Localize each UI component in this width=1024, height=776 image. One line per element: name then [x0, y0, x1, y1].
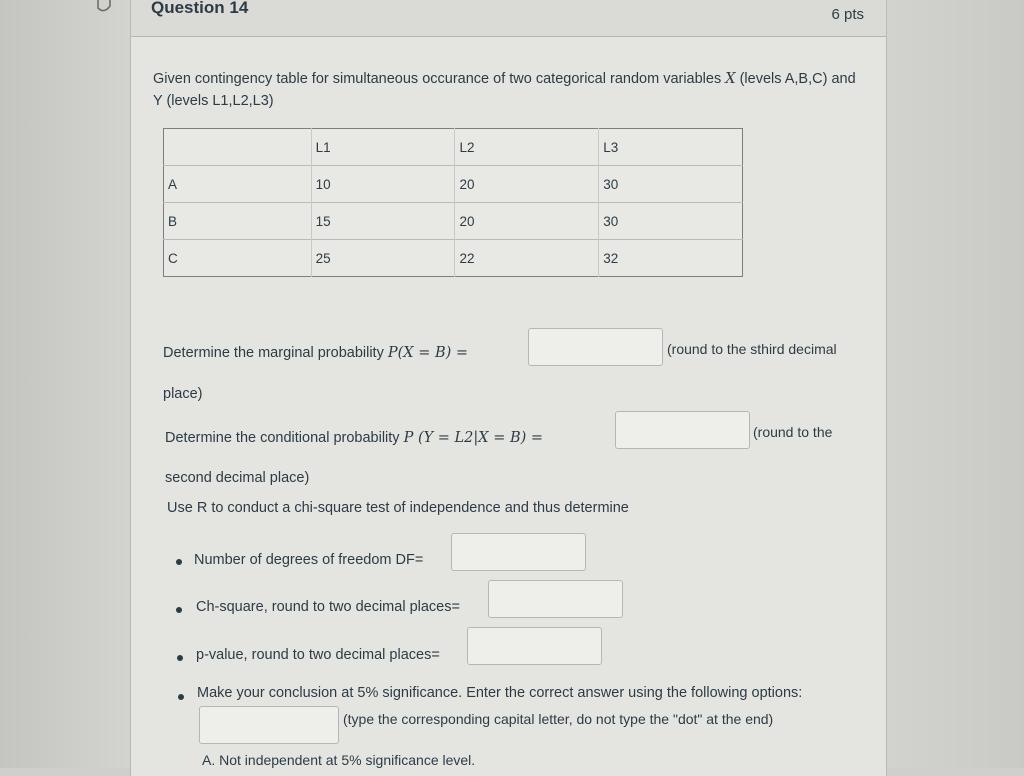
prompt-var-x: X	[725, 71, 736, 87]
table-cell: 10	[311, 166, 455, 203]
conditional-note: (round to the	[753, 424, 833, 440]
chi-square-intro: Use R to conduct a chi-square test of independence and thus determine	[167, 500, 629, 516]
table-cell: 30	[599, 203, 743, 240]
table-row	[164, 240, 743, 277]
table-cell: 15	[311, 203, 455, 240]
prompt-text-1: Given contingency table for simultaneous occurance of two categorical random variables	[153, 71, 726, 87]
df-label: Number of degrees of freedom DF=	[194, 552, 424, 568]
bullet-dot	[177, 655, 183, 661]
bullet-dot	[176, 607, 182, 613]
conclusion-note: (type the corresponding capital letter, do not type the "dot" at the end)	[343, 711, 774, 727]
table-row	[164, 203, 743, 240]
table-row-label: A	[164, 166, 312, 203]
table-cell: 32	[599, 240, 743, 277]
table-row-label: C	[164, 240, 312, 277]
background-left	[0, 0, 130, 768]
conditional-question	[165, 430, 543, 446]
pvalue-label: p-value, round to two decimal places=	[196, 647, 440, 663]
option-a: A. Not independent at 5% significance level.	[202, 752, 476, 768]
table-cell: 30	[599, 166, 743, 203]
conditional-formula: P (Y = L2|X = B) =	[403, 430, 544, 446]
table-header-cell: L1	[311, 129, 455, 166]
prompt-text-2: (levels A,B,C) and Y (levels L1,L2,L3)	[153, 71, 856, 109]
table-cell: 20	[455, 203, 599, 240]
contingency-table	[163, 128, 743, 277]
chisq-label: Ch-square, round to two decimal places=	[196, 599, 460, 615]
background-right	[885, 0, 1024, 768]
bullet-dot	[178, 694, 184, 700]
question-prompt	[153, 68, 863, 112]
marginal-note: (round to the sthird decimal	[667, 341, 837, 357]
bullet-dot	[176, 559, 182, 565]
table-row	[164, 166, 743, 203]
pvalue-answer-input[interactable]	[467, 627, 602, 665]
conclusion-label: Make your conclusion at 5% significance. Enter the correct answer using the following options:	[197, 685, 803, 701]
question-title: Question 14	[151, 0, 249, 17]
table-row-label: B	[164, 203, 312, 240]
table-cell: 22	[455, 240, 599, 277]
conditional-note-cont: second decimal place)	[165, 470, 310, 486]
conditional-label: Determine the conditional probability	[165, 430, 404, 446]
marginal-question	[163, 345, 468, 361]
table-header-cell: L2	[455, 129, 599, 166]
table-header-row	[164, 129, 743, 166]
table-cell: 20	[455, 166, 599, 203]
table-cell	[164, 129, 312, 166]
flag-question-icon[interactable]	[96, 0, 112, 14]
marginal-answer-input[interactable]	[528, 328, 663, 366]
table-header-cell: L3	[599, 129, 743, 166]
question-points: 6 pts	[831, 6, 864, 23]
conclusion-answer-input[interactable]	[199, 706, 339, 744]
marginal-label: Determine the marginal probability	[163, 345, 388, 361]
marginal-formula: P(X = B) =	[387, 345, 469, 361]
table-cell: 25	[311, 240, 455, 277]
marginal-note-cont: place)	[163, 386, 203, 402]
conditional-answer-input[interactable]	[615, 411, 750, 449]
chisq-answer-input[interactable]	[488, 580, 623, 618]
question-header	[131, 0, 886, 37]
df-answer-input[interactable]	[451, 533, 586, 571]
